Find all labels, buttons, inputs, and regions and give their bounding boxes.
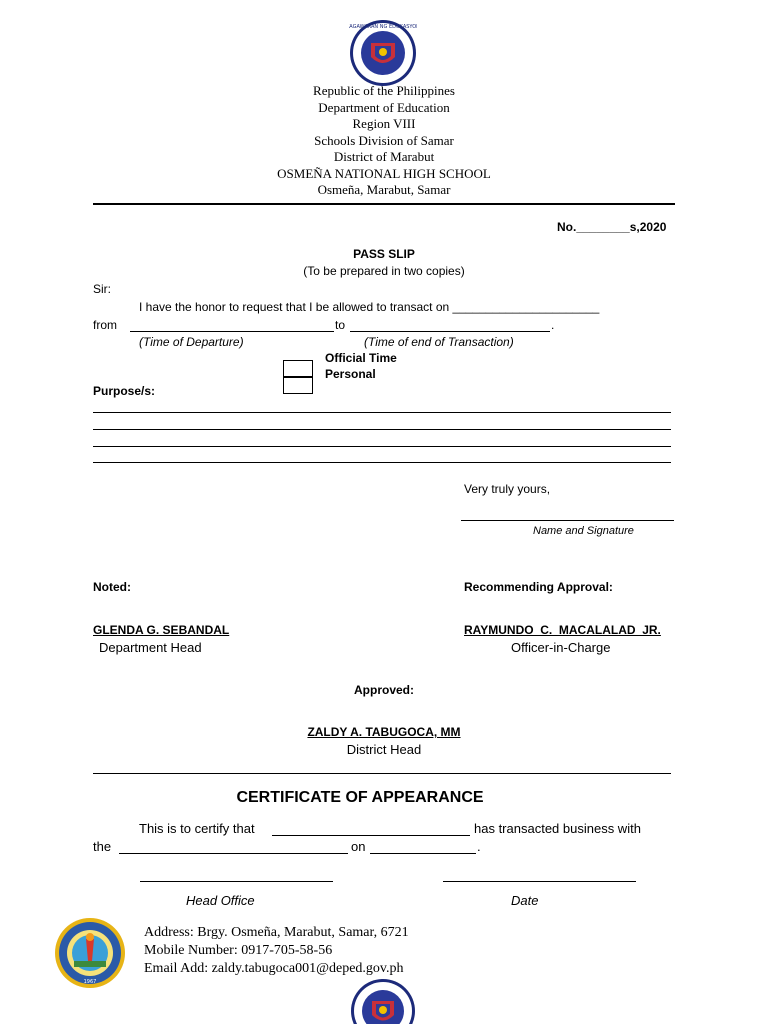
- salutation: Sir:: [93, 282, 111, 296]
- official-time-label: Official Time: [325, 351, 397, 365]
- deped-seal-bottom-logo: [350, 978, 416, 1024]
- closing-text: Very truly yours,: [464, 482, 551, 496]
- pass-slip-title: PASS SLIP: [353, 247, 415, 261]
- time-departure-caption: (Time of Departure): [139, 335, 244, 349]
- period-mark: .: [551, 318, 555, 332]
- time-end-caption: (Time of end of Transaction): [364, 335, 514, 349]
- pass-slip-subtitle: (To be prepared in two copies): [303, 264, 465, 278]
- date-line[interactable]: [370, 853, 476, 854]
- header-divider: [93, 203, 675, 205]
- deped-seal-logo: [349, 19, 417, 87]
- noted-label: Noted:: [93, 580, 131, 594]
- transacted-text: has transacted business with: [474, 821, 641, 836]
- svg-text:KAGAWARAN NG EDUKASYON: KAGAWARAN NG EDUKASYON: [349, 24, 417, 30]
- school-logo: [54, 917, 126, 989]
- slip-number: No.________s,2020: [557, 220, 667, 234]
- header-department: Department of Education: [318, 99, 450, 115]
- header-school-name: OSMEÑA NATIONAL HIGH SCHOOL: [277, 165, 491, 181]
- from-label: from: [93, 318, 117, 332]
- purpose-line-4[interactable]: [93, 462, 671, 463]
- footer-mobile: Mobile Number: 0917-705-58-56: [144, 943, 333, 958]
- school-logo-year: 1967: [83, 979, 97, 985]
- header-region: Region VIII: [352, 116, 416, 131]
- date-caption: Date: [511, 893, 539, 908]
- approved-label: Approved:: [354, 683, 414, 697]
- purpose-label: Purpose/s:: [93, 384, 156, 398]
- header-division: Schools Division of Samar: [314, 132, 454, 148]
- recommending-label: Recommending Approval:: [464, 580, 613, 594]
- office-line[interactable]: [119, 853, 348, 854]
- footer-address: Address: Brgy. Osmeña, Marabut, Samar, 6721: [144, 925, 409, 940]
- head-office-caption: Head Office: [186, 893, 255, 908]
- purpose-line-1[interactable]: [93, 412, 671, 413]
- purpose-line-2[interactable]: [93, 429, 671, 430]
- recommending-name: RAYMUNDO C. MACALALAD JR.: [464, 623, 661, 637]
- cert-date-line[interactable]: [443, 881, 636, 882]
- the-label: the: [93, 839, 112, 854]
- personal-checkbox[interactable]: [283, 377, 313, 394]
- noted-name: GLENDA G. SEBANDAL: [93, 623, 230, 637]
- section-divider: [93, 773, 671, 774]
- approved-name: ZALDY A. TABUGOCA, MM: [307, 725, 461, 739]
- approved-title: District Head: [346, 742, 422, 757]
- period-mark-2: .: [477, 839, 481, 854]
- noted-title: Department Head: [99, 640, 202, 655]
- end-time-line[interactable]: [350, 331, 550, 332]
- request-text: I have the honor to request that I be allowed to transact on ______________________: [139, 300, 600, 314]
- recommending-title: Officer-in-Charge: [511, 640, 611, 655]
- certificate-title: CERTIFICATE OF APPEARANCE: [236, 789, 484, 806]
- certify-name-line[interactable]: [272, 835, 470, 836]
- header-school-address: Osmeña, Marabut, Samar: [317, 182, 451, 197]
- on-label: on: [351, 839, 366, 854]
- personal-label: Personal: [325, 367, 376, 381]
- header-district: District of Marabut: [333, 149, 435, 164]
- footer-email[interactable]: Email Add: zaldy.tabugoca001@deped.gov.ph: [144, 961, 404, 976]
- head-office-line[interactable]: [140, 881, 333, 882]
- official-time-checkbox[interactable]: [283, 360, 313, 377]
- signature-caption: Name and Signature: [533, 525, 634, 537]
- purpose-line-3[interactable]: [93, 446, 671, 447]
- departure-time-line[interactable]: [130, 331, 334, 332]
- signature-line[interactable]: [461, 520, 674, 521]
- header-republic: Republic of the Philippines: [313, 83, 455, 98]
- certify-text: This is to certify that: [139, 821, 255, 836]
- to-label: to: [335, 318, 346, 332]
